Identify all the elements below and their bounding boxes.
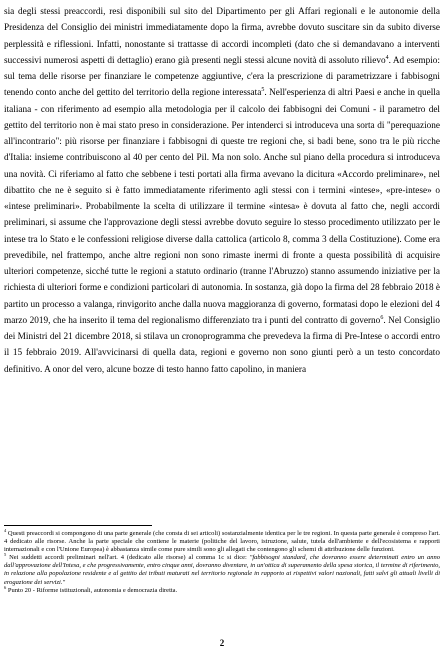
footnote-quote: "fabbisogni standard, che dovranno essere determinati entro un anno dall'approvazione dell'Intesa, e che progressivamente, entro cinque anni, dovranno diventare, in un'ottica di superamento della spesa storica, il termine di riferimento, in relazione alla popolazione residente e al gettito dei tributi maturati nel territorio regionale in rapporto ai rispettivi valori nazionali, fatti salvi gli attuali livelli di erogazione dei servizi." [4, 554, 440, 586]
footnote-marker: 5 [4, 552, 7, 558]
page-number: 2 [219, 638, 225, 648]
footnote-4 [4, 527, 440, 554]
body-text-part-1: sia degli stessi preaccordi, resi disponibili sul sito del Dipartimento per gli Affari regionali e le autonomie della Presidenza del Consiglio dei ministri immediatamente dopo la firma, avrebbe dovuto suscitare sin da subito diverse perplessità e riflessioni. Infatti, nonostante si trattasse di accordi incompleti (dato che si demandavano a interventi successivi numerosi aspetti di dettaglio) erano già presenti negli stessi alcune novità di assoluto rilievo [4, 7, 440, 66]
footnote-6 [4, 584, 440, 595]
footnote-separator [4, 525, 152, 526]
footnote-ref-6: 6 [380, 314, 384, 321]
footnote-text: Questi preaccordi si compongono di una parte generale (che consta di sei articoli) sostanzialmente identica per le tre regioni. In questa parte generale è compreso l'art. 4 dedicato alle risorse. Anche la parte speciale che contiene le materie (politiche del lavoro, istruzione, salute, tutela dell'ambiente e dell'ecosistema e rapporti internazionali e con l'Unione Europea) è abbastanza simile come pure simili sono gli allegati che contengono gli schemi di attribuzione delle funzioni. [4, 530, 440, 554]
footnote-ref-4: 4 [385, 54, 389, 61]
body-paragraph [4, 4, 440, 378]
footnote-marker: 6 [4, 584, 7, 590]
document-page [4, 4, 440, 650]
footnote-text: Punto 20 - Riforme istituzionali, autonomia e democrazia diretta. [6, 586, 178, 594]
footnote-ref-5: 5 [261, 87, 265, 94]
footnote-5 [4, 554, 440, 586]
body-text-part-3: . Nell'esperienza di altri Paesi e anche in quella italiana - con riferimento ad esempio alla metodologia per il calcolo dei fabbisogni dei Comuni - il parametro del gettito del territorio non è mai stato preso in considerazione. Per intenderci si introduceva una sorta di "perequazione all'incontrario": più risorse per finanziare i fabbisogni di queste tre regioni che, si badi bene, sono tra le più ricche d'Italia: insieme contribuiscono al 40 per cento del Pil. Ma non solo. Anche sul piano della procedura si introduceva una novità. Ci riferiamo al fatto che sebbene i testi portati alla firma avevano la dicitura «Accordo preliminare», nel dibattito che ne è seguito si è fatto immediatamente riferimento agli stessi con i termini «intese», «pre-intese» o «intese preliminari». Probabilmente la scelta di utilizzare il termine «intesa» è dovuta al fatto che, negli accordi preliminari, si assume che l'approvazione degli stessi avrebbe dovuto seguire lo stesso procedimento utilizzato per le intese tra lo Stato e le confessioni religiose diverse dalla cattolica (articolo 8, comma 3 della Costituzione). Come era prevedibile, nel frattempo, anche altre regioni non sono rimaste inermi di fronte a questa possibilità di acquisire ulteriori competenze, sicché tutte le regioni a statuto ordinario (tranne l'Abruzzo) stanno assumendo iniziative per la richiesta di ulteriori forme e condizioni particolari di autonomia. In sostanza, già dopo la firma del 28 febbraio 2018 è partito un processo a valanga, rinvigorito anche dalla nuova maggioranza di governo, formatasi dopo le elezioni del 4 marzo 2019, che ha inserito il tema del regionalismo differenziato tra i punti del contratto di governo [4, 88, 440, 326]
footnote-text: Nei suddetti accordi preliminari nell'art. 4 (dedicato alle risorse) al comma 1c si dice: [6, 554, 250, 562]
body-text-part-4: . Nel Consiglio dei Ministri del 21 dicembre 2018, si stilava un cronoprogramma che prevedeva la firma di Pre-Intese o accordi entro il 15 febbraio 2019. All'avvicinarsi di quella data, regioni e governo non sono giunti però a un testo concordato definitivo. A onor del vero, alcune bozze di testo hanno fatto capolino, in maniera [4, 315, 440, 375]
body-text-part-2: . Ad esempio: sul tema delle risorse per finanziare le competenze aggiuntive, c'era la prescrizione di parametrizzare i fabbisogni tenendo conto anche del gettito del territorio della regione interessata [4, 55, 440, 99]
footnote-marker: 4 [4, 527, 7, 533]
footnotes [4, 527, 440, 595]
